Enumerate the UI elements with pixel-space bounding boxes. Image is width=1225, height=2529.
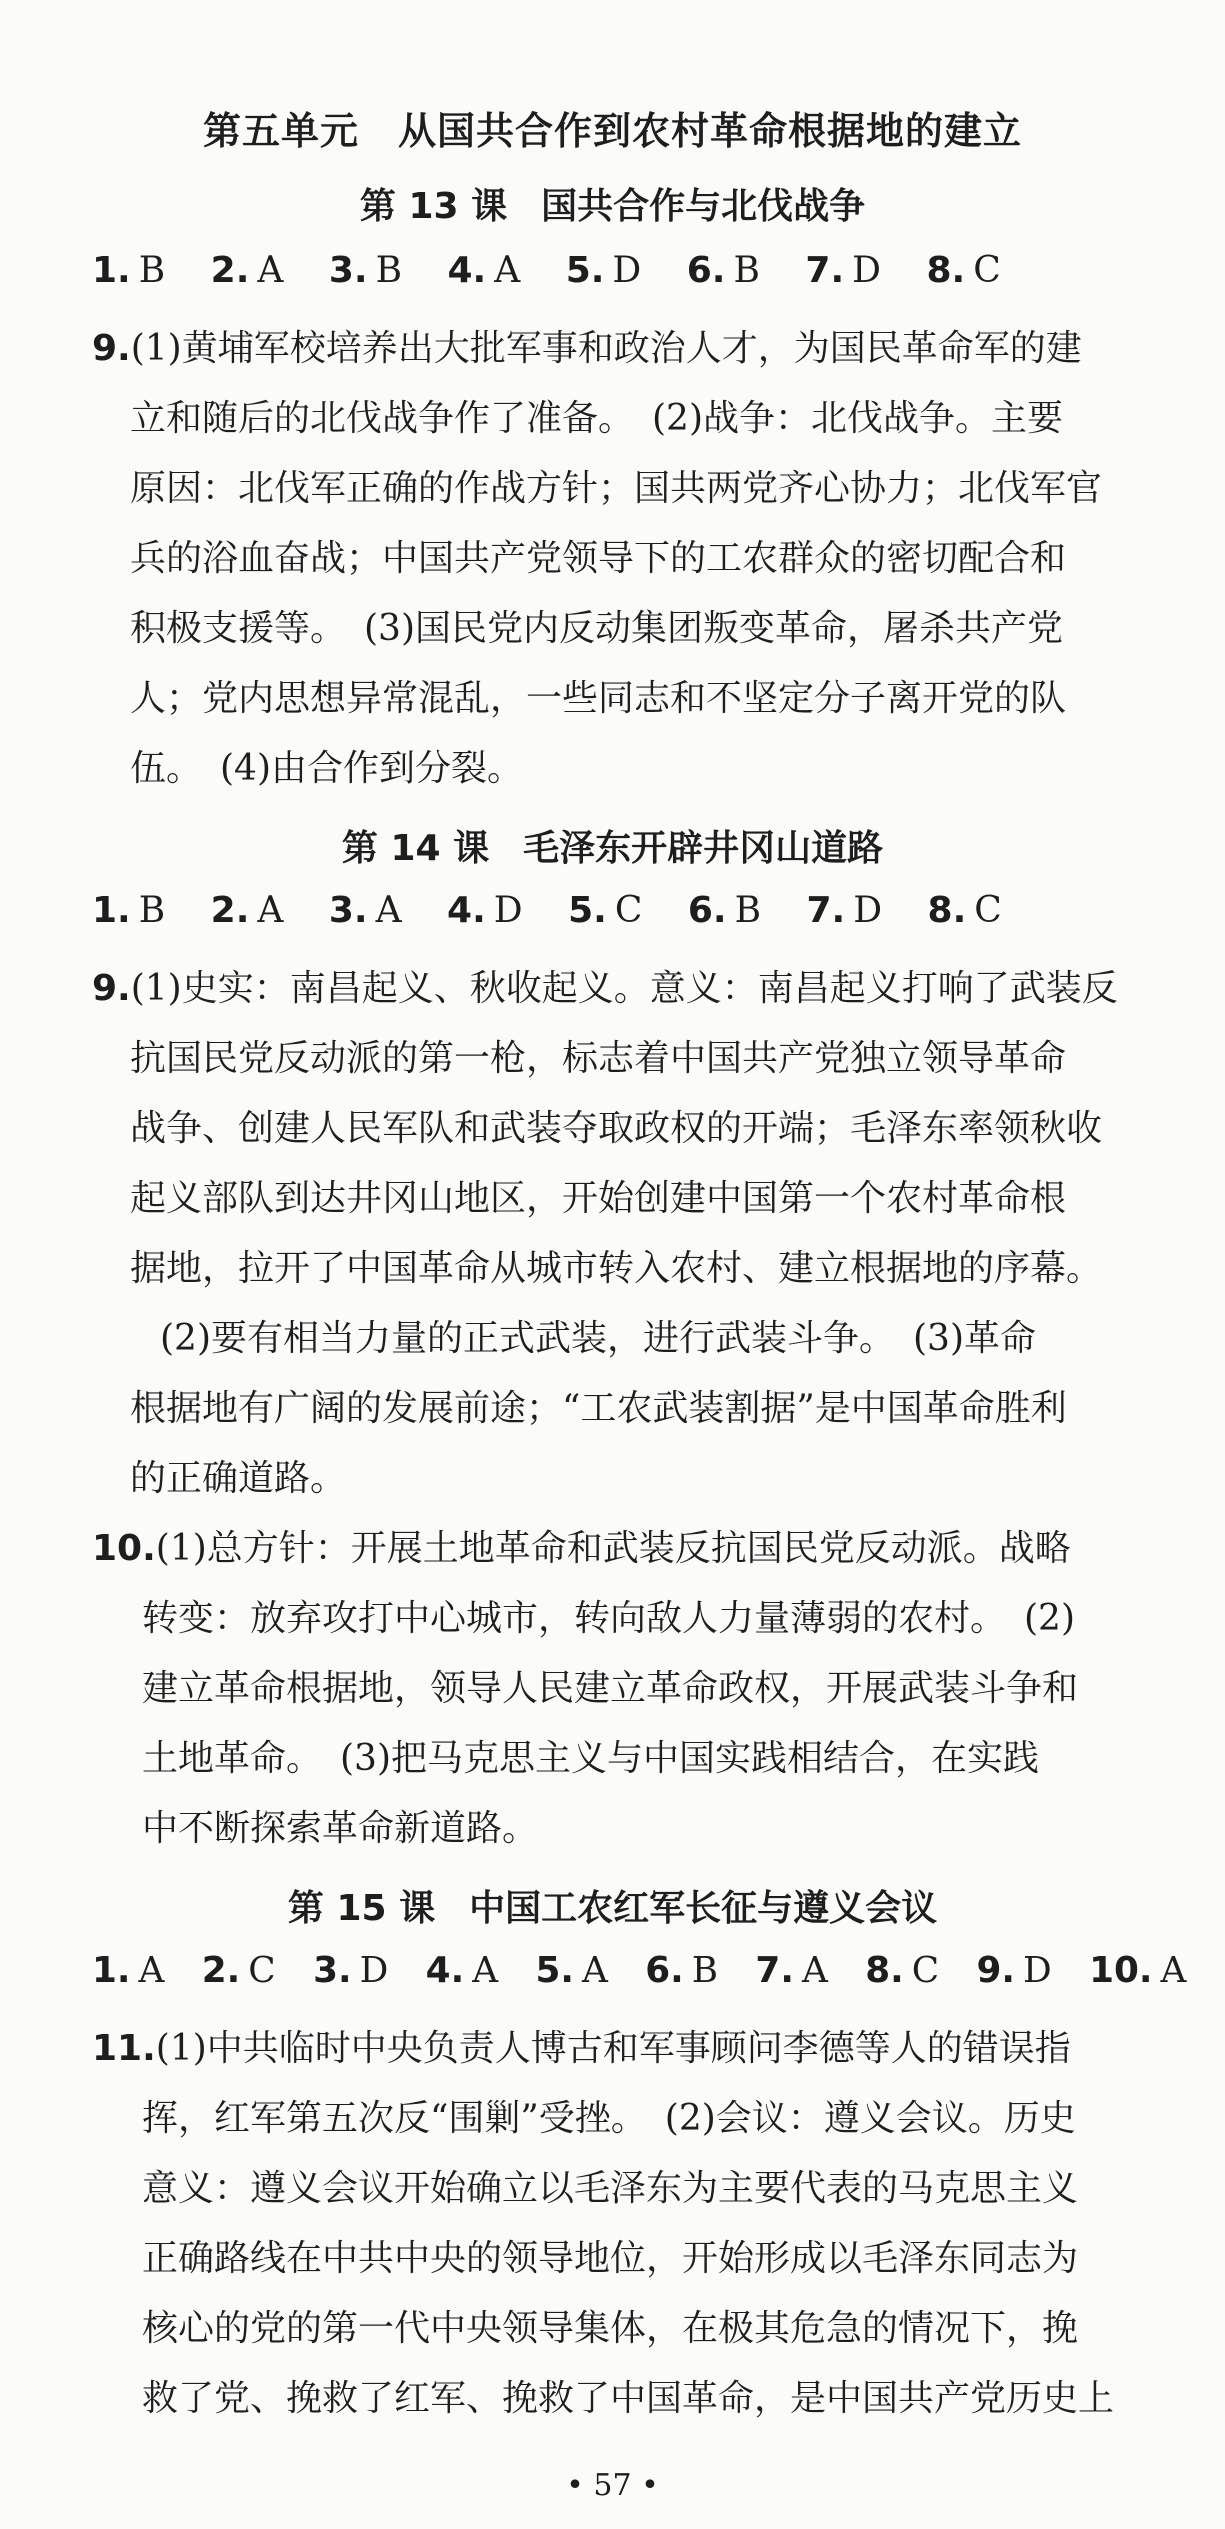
choice-answer: 9. D: [976, 1950, 1052, 1991]
choice-answer: 6. B: [645, 1950, 719, 1991]
lesson-15-q11-line: 核心的党的第一代中央领导集体，在极其危急的情况下，挽: [142, 2308, 1079, 2349]
lesson-15-title: [0, 1880, 1225, 1931]
lesson-15-q11-line: 11.(1)中共临时中央负责人博古和军事顾问李德等人的错误指: [92, 2028, 1071, 2069]
choice-answer: 3. B: [328, 250, 403, 291]
lesson-14-q9-line: 的正确道路。: [130, 1458, 347, 1499]
lesson-14-q9-line: 9.(1)史实：南昌起义、秋收起义。意义：南昌起义打响了武装反: [92, 968, 1118, 1009]
lesson-13-name: 国共合作与北伐战争: [541, 186, 866, 227]
choice-answer: 5. A: [535, 1950, 608, 1991]
choice-answer: 8. C: [927, 890, 1002, 931]
choice-answer: 3. A: [328, 890, 402, 931]
lesson-14-q9-line: 根据地有广阔的发展前途；“工农武装割据”是中国革命胜利: [130, 1388, 1067, 1429]
lesson-13-q9-line: 兵的浴血奋战；中国共产党领导下的工农群众的密切配合和: [130, 538, 1067, 579]
choice-answer: 7. D: [806, 890, 883, 931]
page-number: • 57 •: [566, 2468, 659, 2503]
lesson-15-q11-line: 救了党、挽救了红军、挽救了中国革命，是中国共产党历史上: [142, 2378, 1115, 2419]
lesson-14-q10-line: 建立革命根据地，领导人民建立革命政权，开展武装斗争和: [142, 1668, 1079, 1709]
lesson-14-name: 毛泽东开辟井冈山道路: [523, 828, 884, 869]
lesson-14-q10-line: 中不断探索革命新道路。: [142, 1808, 539, 1849]
lesson-15-q11-line: 意义：遵义会议开始确立以毛泽东为主要代表的马克思主义: [142, 2168, 1079, 2209]
lesson-14-q9-line: 据地，拉开了中国革命从城市转入农村、建立根据地的序幕。: [130, 1248, 1103, 1289]
choice-answer: 4. A: [447, 250, 521, 291]
lesson-13-q9-line: 9.(1)黄埔军校培养出大批军事和政治人才，为国民革命军的建: [92, 328, 1082, 369]
choice-answer: 1. A: [92, 1950, 165, 1991]
choice-answer: 5. D: [565, 250, 642, 291]
lesson-13-q9-line: 积极支援等。 (3)国民党内反动集团叛变革命，屠杀共产党: [130, 608, 1063, 649]
choice-answer: 2. A: [210, 890, 284, 931]
choice-answer: 1. B: [92, 250, 166, 291]
lesson-13-title: [0, 178, 1225, 229]
choice-answer: 3. D: [313, 1950, 389, 1991]
choice-answer: 2. A: [210, 250, 284, 291]
lesson-13-q9-line: 伍。 (4)由合作到分裂。: [130, 748, 523, 789]
choice-answer: 8. C: [865, 1950, 940, 1991]
question-number: 11.: [92, 2028, 156, 2069]
choice-answer: 1. B: [92, 890, 166, 931]
question-number: 10.: [92, 1528, 156, 1569]
lesson-13-number: 第 13 课: [359, 186, 508, 227]
question-number: 9.: [92, 968, 131, 1009]
lesson-14-q9-line: 抗国民党反动派的第一枪，标志着中国共产党独立领导革命: [130, 1038, 1067, 1079]
choice-answer: 7. A: [755, 1950, 828, 1991]
choice-answer: 4. D: [447, 890, 523, 931]
lesson-14-choice-answers: [92, 890, 1185, 931]
choice-answer: 2. C: [201, 1950, 276, 1991]
question-number: 9.: [92, 328, 131, 369]
choice-answer: 5. C: [568, 890, 643, 931]
lesson-14-q9-line: (2)要有相当力量的正式武装，进行武装斗争。 (3)革命: [160, 1318, 1036, 1359]
lesson-15-q11-line: 正确路线在中共中央的领导地位，开始形成以毛泽东同志为: [142, 2238, 1079, 2279]
lesson-14-q10-line: 10.(1)总方针：开展土地革命和武装反抗国民党反动派。战略: [92, 1528, 1071, 1569]
choice-answer: 7. D: [805, 250, 882, 291]
lesson-13-q9-line: 人；党内思想异常混乱，一些同志和不坚定分子离开党的队: [130, 678, 1067, 719]
lesson-15-q11-line: 挥，红军第五次反“围剿”受挫。 (2)会议：遵义会议。历史: [142, 2098, 1076, 2139]
lesson-13-q9-line: 原因：北伐军正确的作战方针；国共两党齐心协力；北伐军官: [130, 468, 1103, 509]
choice-answer: 4. A: [425, 1950, 499, 1991]
lesson-14-q10-line: 转变：放弃攻打中心城市，转向敌人力量薄弱的农村。 (2): [142, 1598, 1075, 1639]
lesson-15-number: 第 15 课: [287, 1888, 436, 1929]
lesson-15-choice-answers: [92, 1950, 1185, 1991]
lesson-14-number: 第 14 课: [341, 828, 490, 869]
lesson-14-q9-line: 战争、创建人民军队和武装夺取政权的开端；毛泽东率领秋收: [130, 1108, 1103, 1149]
choice-answer: 10. A: [1089, 1950, 1187, 1991]
lesson-15-name: 中国工农红军长征与遵义会议: [469, 1888, 938, 1929]
unit-title: 第五单元 从国共合作到农村革命根据地的建立: [202, 109, 1022, 153]
lesson-14-q10-line: 土地革命。 (3)把马克思主义与中国实践相结合，在实践: [142, 1738, 1039, 1779]
lesson-13-q9-line: 立和随后的北伐战争作了准备。 (2)战争：北伐战争。主要: [130, 398, 1063, 439]
choice-answer: 6. B: [686, 250, 760, 291]
lesson-14-title: [0, 820, 1225, 871]
lesson-13-choice-answers: [92, 250, 1185, 291]
choice-answer: 8. C: [926, 250, 1001, 291]
choice-answer: 6. B: [687, 890, 762, 931]
lesson-14-q9-line: 起义部队到达井冈山地区，开始创建中国第一个农村革命根: [130, 1178, 1067, 1219]
